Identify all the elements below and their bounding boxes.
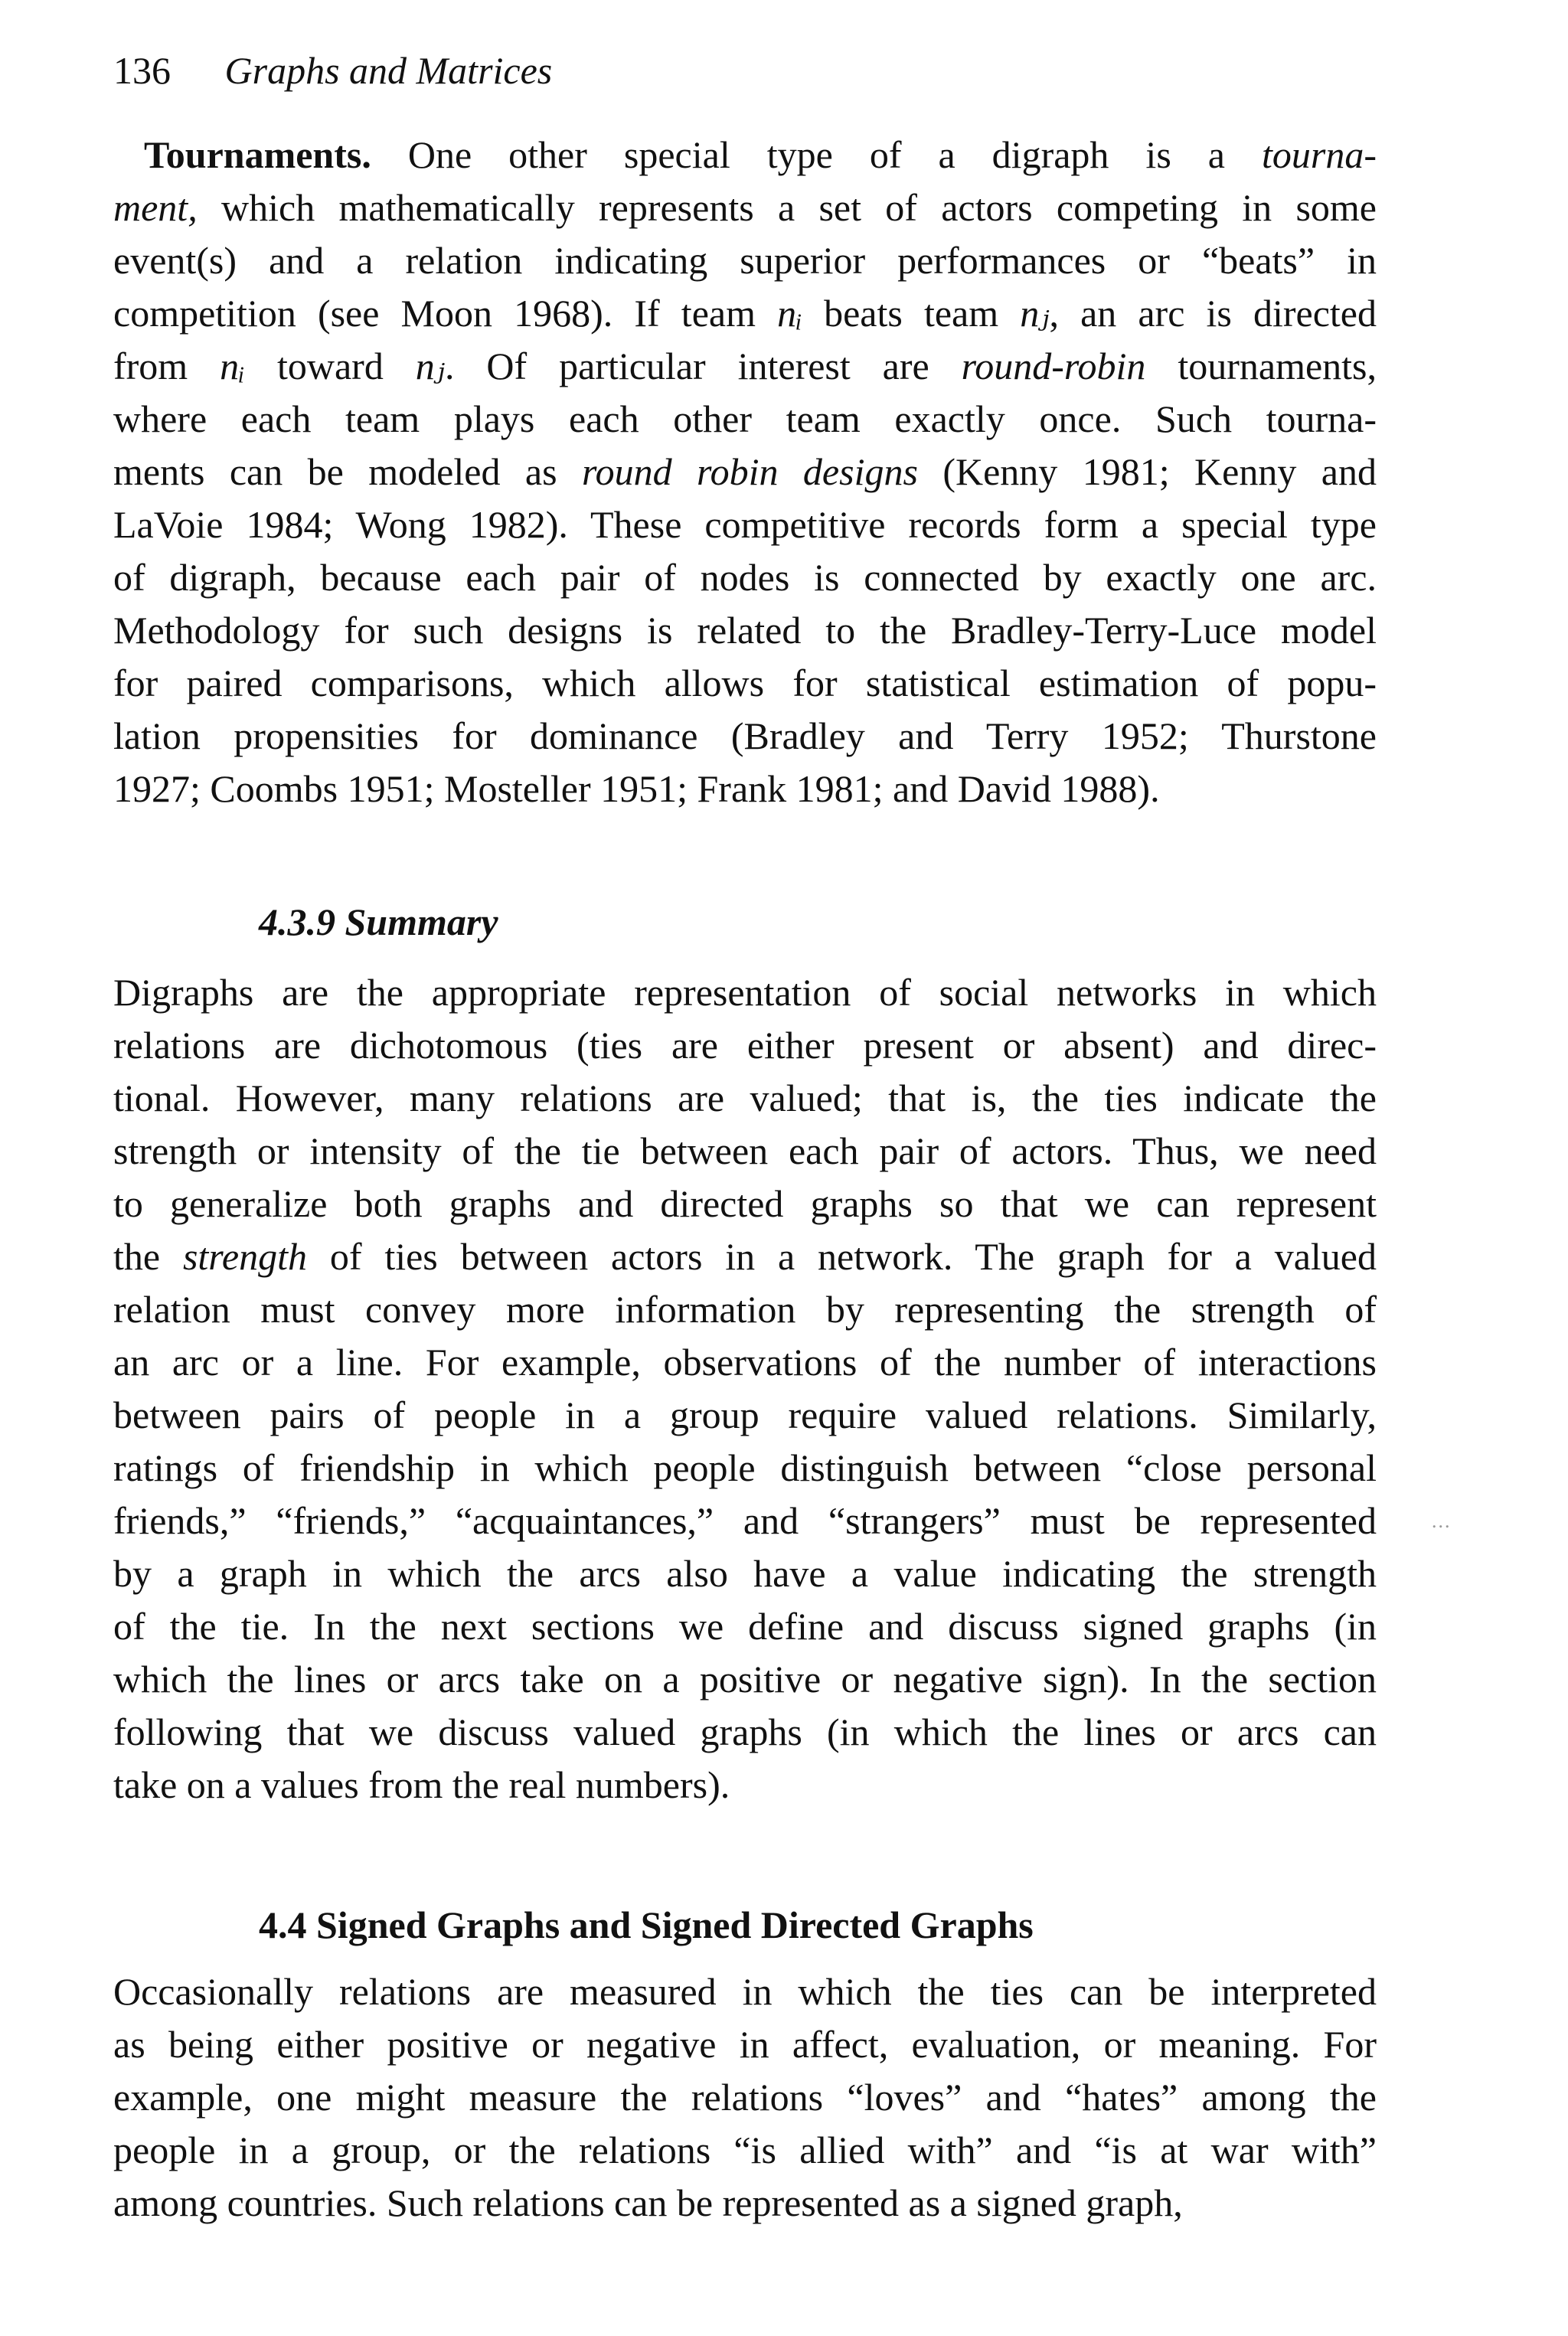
text-run: ratings of friendship in which people distinguish between “close personal xyxy=(113,1446,1377,1489)
text-line xyxy=(113,1495,1377,1547)
text-run: lation propensities for dominance (Bradley and Terry 1952; Thurstone xyxy=(113,714,1377,757)
text-line xyxy=(113,1706,1377,1759)
text-run: tional. However, many relations are valued; that is, the ties indicate the xyxy=(113,1077,1377,1119)
run-heading: Tournaments. xyxy=(144,133,371,176)
tournaments-paragraph xyxy=(113,129,1377,815)
italic-run: tourna- xyxy=(1262,133,1377,176)
text-run: ments can be modeled as xyxy=(113,450,582,493)
text-run: beats team xyxy=(802,292,1021,335)
text-run: to generalize both graphs and directed graphs so that we can represent xyxy=(113,1182,1377,1225)
text-line xyxy=(113,340,1377,393)
text-line xyxy=(113,129,1377,181)
text-line xyxy=(113,1230,1377,1283)
italic-run: nⱼ xyxy=(1020,292,1050,335)
text-run: friends,” “friends,” “acquaintances,” and “strangers” must be represented xyxy=(113,1499,1377,1542)
text-run: of digraph, because each pair of nodes is connected by exactly one arc. xyxy=(113,556,1377,599)
text-run: take on a values from the real numbers). xyxy=(113,1763,730,1806)
text-line xyxy=(113,1389,1377,1442)
text-line xyxy=(113,1965,1377,2018)
text-run: relation must convey more information by representing the strength of xyxy=(113,1288,1377,1331)
text-run: between pairs of people in a group require valued relations. Similarly, xyxy=(113,1393,1377,1436)
italic-run: round robin designs xyxy=(581,450,918,493)
text-line xyxy=(113,2124,1377,2177)
text-run: for paired comparisons, which allows for statistical estimation of popu- xyxy=(113,662,1377,704)
signed-graphs-paragraph xyxy=(113,1965,1377,2230)
text-line xyxy=(113,234,1377,287)
text-line xyxy=(113,1600,1377,1653)
text-run: 1927; Coombs 1951; Mosteller 1951; Frank 1981; and David 1988). xyxy=(113,767,1160,810)
text-run: Digraphs are the appropriate representation of social networks in which xyxy=(113,971,1377,1014)
text-run: event(s) and a relation indicating superior performances or “beats” in xyxy=(113,239,1377,282)
text-line xyxy=(113,1019,1377,1072)
text-line xyxy=(113,1283,1377,1336)
text-run: by a graph in which the arcs also have a value indicating the strength xyxy=(113,1552,1377,1595)
italic-run: ment, xyxy=(113,186,198,229)
text-line xyxy=(113,604,1377,657)
text-run: people in a group, or the relations “is allied with” and “is at war with” xyxy=(113,2129,1377,2171)
text-run: as being either positive or negative in affect, evaluation, or meaning. For xyxy=(113,2023,1377,2066)
text-run: following that we discuss valued graphs (in which the lines or arcs can xyxy=(113,1710,1377,1753)
italic-run: nᵢ xyxy=(777,292,802,335)
text-run: an arc or a line. For example, observations of the number of interactions xyxy=(113,1341,1377,1384)
text-line xyxy=(113,287,1377,340)
text-line xyxy=(113,2071,1377,2124)
text-run: which the lines or arcs take on a positive or negative sign). In the section xyxy=(113,1658,1377,1701)
text-line xyxy=(113,2177,1377,2230)
text-run: example, one might measure the relations “loves” and “hates” among the xyxy=(113,2076,1377,2119)
page-number: 136 xyxy=(113,49,171,92)
text-line xyxy=(113,966,1377,1019)
text-run: of the tie. In the next sections we define and discuss signed graphs (in xyxy=(113,1605,1377,1648)
text-run: One other special type of a digraph is a xyxy=(371,133,1262,176)
text-run: Occasionally relations are measured in which the ties can be interpreted xyxy=(113,1970,1377,2013)
text-run: Methodology for such designs is related to the Bradley-Terry-Luce model xyxy=(113,609,1377,652)
running-header xyxy=(113,47,552,93)
text-line xyxy=(113,1759,1377,1812)
text-run: . Of particular interest are xyxy=(444,345,962,387)
text-line xyxy=(113,551,1377,604)
text-run: strength or intensity of the tie between each pair of actors. Thus, we need xyxy=(113,1129,1377,1172)
text-line xyxy=(113,710,1377,763)
summary-paragraph xyxy=(113,966,1377,1812)
text-run: the xyxy=(113,1235,183,1278)
section-heading-summary: 4.3.9 Summary xyxy=(259,900,498,943)
text-line xyxy=(113,393,1377,446)
text-line xyxy=(113,181,1377,234)
italic-run: round-robin xyxy=(961,345,1146,387)
text-run: which mathematically represents a set of actors competing in some xyxy=(197,186,1377,229)
text-run: LaVoie 1984; Wong 1982). These competitive records form a special type xyxy=(113,503,1377,546)
text-run: relations are dichotomous (ties are either present or absent) and direc- xyxy=(113,1024,1377,1067)
text-line xyxy=(113,2018,1377,2071)
text-line xyxy=(113,1653,1377,1706)
text-line xyxy=(113,446,1377,498)
text-line xyxy=(113,657,1377,710)
italic-run: strength xyxy=(182,1235,307,1278)
text-run: , an arc is directed xyxy=(1049,292,1377,335)
text-run: among countries. Such relations can be represented as a signed graph, xyxy=(113,2181,1183,2224)
text-run: from xyxy=(113,345,220,387)
text-line xyxy=(113,1336,1377,1389)
text-line xyxy=(113,763,1377,815)
italic-run: nⱼ xyxy=(415,345,445,387)
text-run: tournaments, xyxy=(1145,345,1377,387)
text-run: where each team plays each other team exactly once. Such tourna- xyxy=(113,397,1377,440)
running-title: Graphs and Matrices xyxy=(224,49,553,92)
text-line xyxy=(113,1125,1377,1178)
italic-run: nᵢ xyxy=(220,345,246,387)
text-run: toward xyxy=(245,345,416,387)
text-line xyxy=(113,498,1377,551)
text-line xyxy=(113,1442,1377,1495)
text-run: (Kenny 1981; Kenny and xyxy=(917,450,1377,493)
text-line xyxy=(113,1178,1377,1230)
text-run: of ties between actors in a network. The graph for a valued xyxy=(306,1235,1377,1278)
text-line xyxy=(113,1547,1377,1600)
margin-mark: ... xyxy=(1432,1510,1452,1532)
section-heading-signed-graphs: 4.4 Signed Graphs and Signed Directed Graphs xyxy=(259,1903,1034,1946)
text-run: competition (see Moon 1968). If team xyxy=(113,292,778,335)
text-line xyxy=(113,1072,1377,1125)
